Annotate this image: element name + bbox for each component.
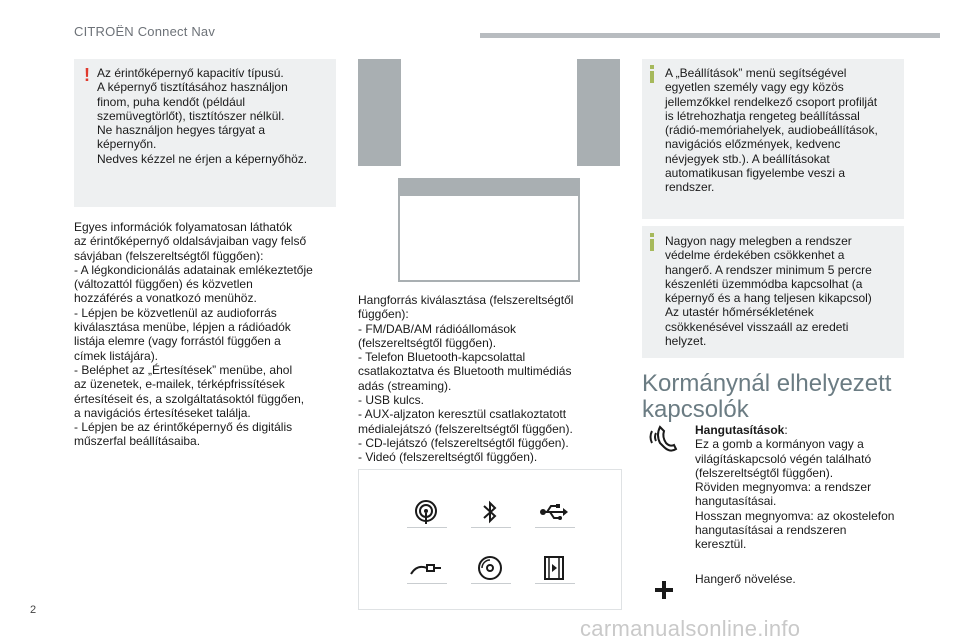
video-icon[interactable]: [525, 548, 583, 588]
section-title: Kormánynál elhelyezett kapcsolók: [642, 370, 892, 423]
voice-command-text: [695, 423, 925, 552]
icon-underline: [535, 527, 575, 528]
info-icon: [650, 65, 654, 83]
left-column-text: Egyes információk folyamatosan láthatók az érintőképernyő oldalsávjaiban vagy felső sávjában (felszereltségtől függően): - A légkondicionálás adatainak emlékeztetője (változattól függően) és közvetlen hozzáférés a vonatkozó menühöz. - Lépjen be közvetlenül az audioforrás kiválasztása menübe, lépjen a rádióadók listája elemre (vagy forrástól függően a címek listájára). - Beléphet az „Értesítések” menübe, ahol az üzenetek, e-mailek, térképfrissítések értesítéseit és, a szolgáltatásoktól függően, a navigációs értesítéseket találja. - Lépjen be az érintőképernyő és digitális műszerfal beállításaiba.: [74, 220, 313, 449]
info-icon-gap: [650, 69, 654, 71]
icon-underline: [407, 527, 447, 528]
icon-underline: [471, 583, 511, 584]
aux-icon[interactable]: [397, 548, 455, 588]
voice-command-icon: [646, 423, 686, 462]
icon-underline: [407, 583, 447, 584]
info-icon: [650, 233, 654, 251]
warning-icon: !: [84, 65, 90, 85]
screen-1-display: [401, 59, 577, 166]
page-number: 2: [30, 604, 37, 616]
info-box-2-text: Nagyon nagy melegben a rendszer védelme érdekében csökkenhet a hangerő. A rendszer minimum 5 percre készenléti üzemmódba kapcsolhat (a képernyő és a hang teljesen kikapcsol) Az utastér hőmérsékletének csökkenésével visszaáll az eredeti helyzet.: [665, 234, 872, 349]
header-title: CITROËN Connect Nav: [74, 24, 216, 39]
plus-icon: [654, 580, 674, 605]
voice-command-colon: :: [784, 423, 788, 437]
source-icon-grid: [358, 469, 622, 610]
icon-underline: [535, 583, 575, 584]
cd-icon[interactable]: [461, 548, 519, 588]
radio-icon[interactable]: [397, 492, 455, 532]
screen-illustration-1: [358, 59, 620, 166]
middle-column-text: Hangforrás kiválasztása (felszereltségtől függően): - FM/DAB/AM rádióállomások (felszereltségtől függően). - Telefon Bluetooth-kapcsolattal csatlakoztatva és Bluetooth multimédiás adás (streaming). - USB kulcs. - AUX-aljzaton keresztül csatlakoztatott médialejátszó (felszereltségtől függően). - CD-lejátszó (felszereltségtől függően). - Videó (felszereltségtől függően).: [358, 293, 574, 465]
screen-2-display: [400, 196, 578, 280]
voice-command-description: Ez a gomb a kormányon vagy a világításkapcsoló végén található (felszereltségtől függően). Röviden megnyomva: a rendszer hangutasításai. Hosszan megnyomva: az okostelefon hangutasításai a rendszeren keresztül.: [695, 437, 895, 552]
volume-up-text: Hangerő növelése.: [695, 572, 796, 586]
screen-illustration-2: [398, 178, 580, 282]
icon-underline: [471, 527, 511, 528]
voice-command-title: Hangutasítások: [695, 423, 785, 437]
bluetooth-icon[interactable]: [461, 492, 519, 532]
info-box-1-text: A „Beállítások” menü segítségével egyetlen személy vagy egy közös jellemzőkkel rendelkező csoport profilját is létrehozhatja rengeteg beállítással (rádió-memóriahelyek, audiobeállítások, navigációs előzmények, kedvenc névjegyek stb.). A beállításokat automatikusan figyelembe veszi a rendszer.: [665, 66, 878, 195]
usb-icon[interactable]: [525, 492, 583, 532]
watermark: carmanualsonline.info: [580, 616, 801, 641]
header-bar: [480, 33, 940, 38]
warning-text: Az érintőképernyő kapacitív típusú. A képernyő tisztításához használjon finom, puha kendőt (például szemüvegtörlőt), tisztítószer nélkül. Ne használjon hegyes tárgyat a képernyőn. Nedves kézzel ne érjen a képernyőhöz.: [97, 66, 308, 166]
info-icon-gap: [650, 237, 654, 239]
